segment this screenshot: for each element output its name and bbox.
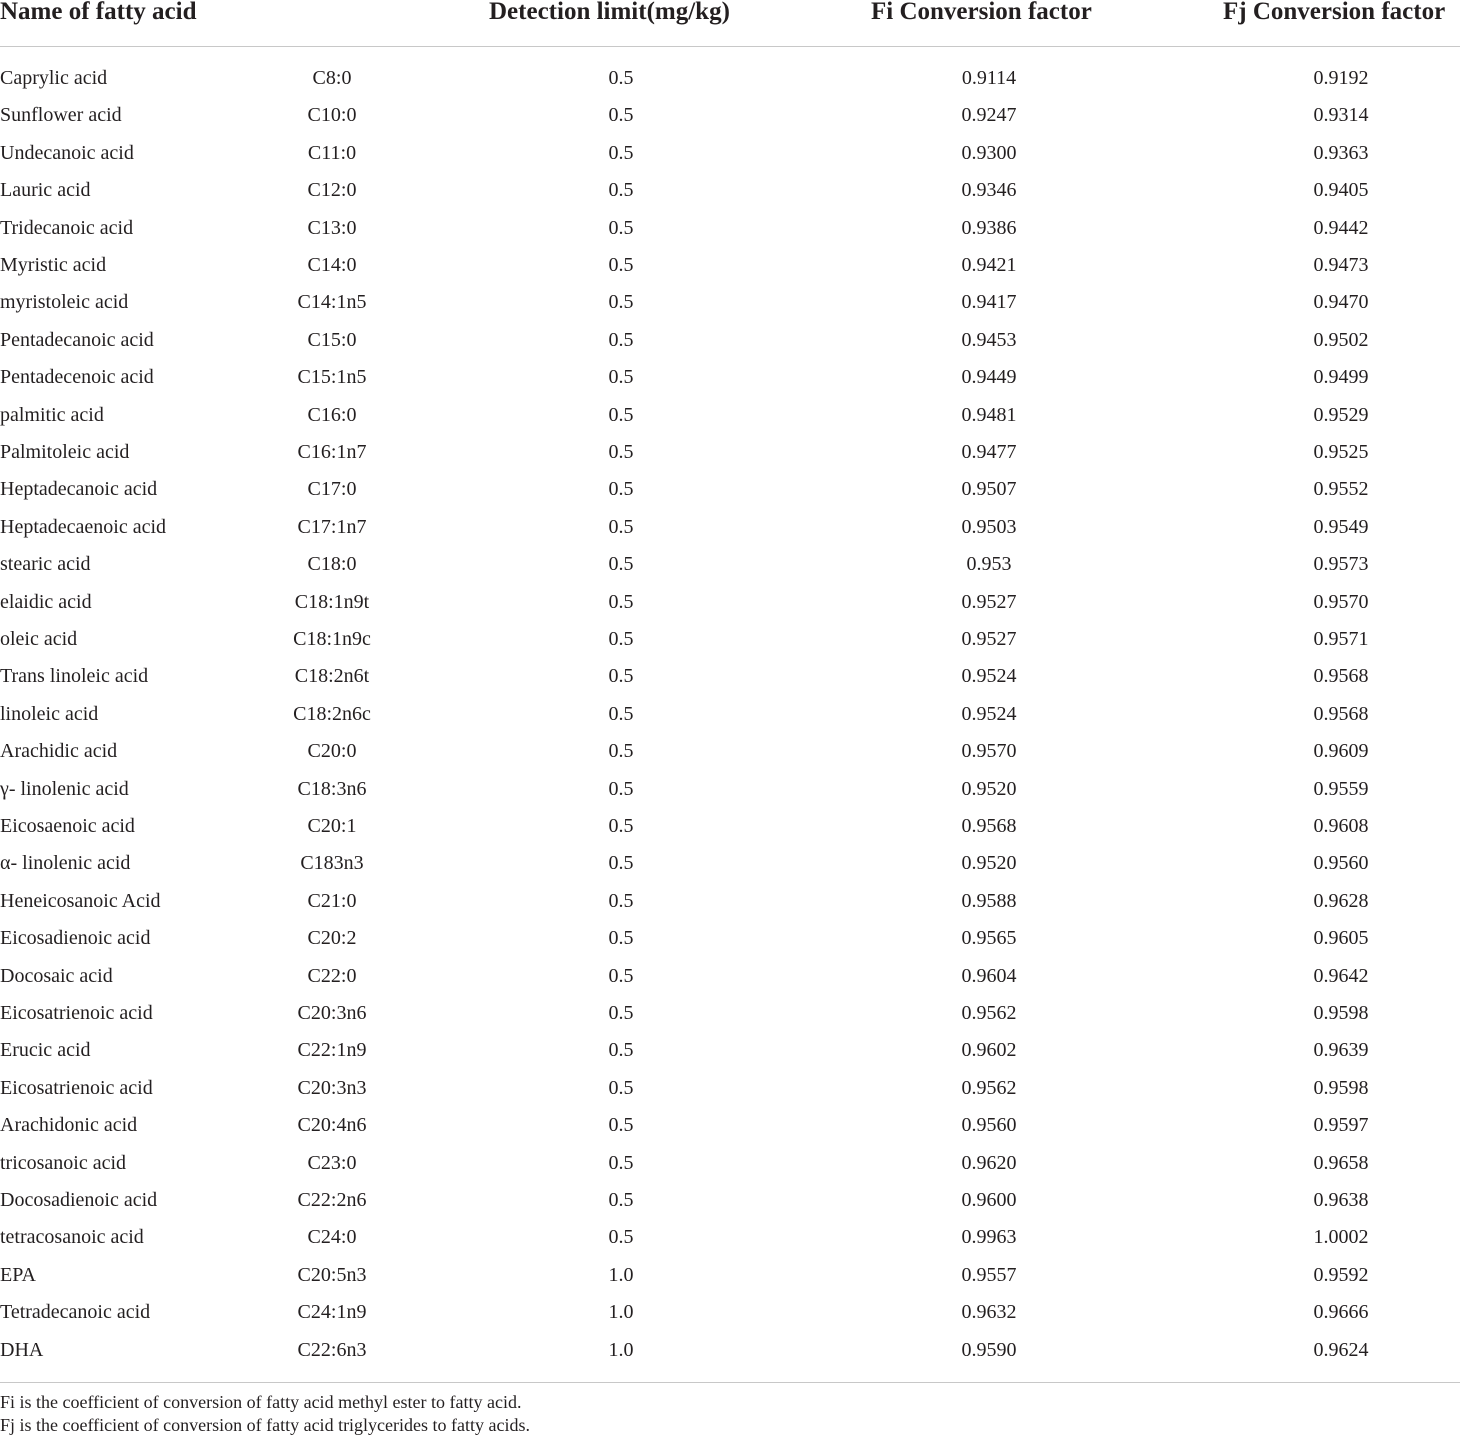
table-row <box>0 471 1460 508</box>
cell-code: C8:0 <box>312 67 352 89</box>
cell-fj: 0.9608 <box>1313 815 1369 837</box>
table-row <box>0 1182 1460 1219</box>
cell-detection-limit: 0.5 <box>608 665 634 688</box>
cell-code: C15:1n5 <box>297 366 367 389</box>
table-row <box>0 1219 1460 1256</box>
table-row <box>0 1145 1460 1182</box>
cell-name: linoleic acid <box>0 702 99 725</box>
table-row <box>0 322 1460 359</box>
table-row <box>0 509 1460 546</box>
table-row <box>0 135 1460 172</box>
header-name: Name of fatty acid <box>0 0 197 25</box>
cell-name: EPA <box>0 1263 36 1286</box>
cell-detection-limit: 1.0 <box>608 1338 634 1361</box>
cell-code: C20:3n3 <box>297 1076 367 1099</box>
cell-name: elaidic acid <box>0 590 92 613</box>
cell-code: C14:1n5 <box>297 291 367 314</box>
cell-detection-limit: 0.5 <box>608 553 634 576</box>
cell-fj: 0.9529 <box>1313 403 1369 426</box>
cell-detection-limit: 0.5 <box>608 702 634 725</box>
cell-fj: 0.9552 <box>1313 478 1369 501</box>
cell-detection-limit: 0.5 <box>608 964 634 987</box>
cell-fi: 0.9453 <box>961 328 1017 351</box>
cell-fj: 0.9592 <box>1313 1263 1369 1286</box>
cell-name: DHA <box>0 1338 44 1361</box>
cell-fj: 0.9525 <box>1313 441 1369 463</box>
cell-code: C10:0 <box>307 104 357 127</box>
table-row <box>0 696 1460 733</box>
cell-name: Arachidonic acid <box>0 1114 138 1137</box>
table-row <box>0 247 1460 284</box>
cell-detection-limit: 0.5 <box>608 366 634 389</box>
header-fi-conversion: Fi Conversion factor <box>871 0 1092 25</box>
table-row <box>0 1257 1460 1294</box>
table-row <box>0 1332 1460 1369</box>
cell-name: α- linolenic acid <box>0 852 131 875</box>
cell-name: oleic acid <box>0 628 78 650</box>
cell-code: C18:0 <box>307 553 357 576</box>
cell-code: C14:0 <box>307 254 357 276</box>
cell-fi: 0.9527 <box>961 628 1017 650</box>
cell-code: C20:2 <box>307 927 357 950</box>
cell-fi: 0.953 <box>966 553 1012 576</box>
cell-detection-limit: 0.5 <box>608 815 634 837</box>
cell-fj: 0.9560 <box>1313 852 1369 875</box>
cell-fj: 0.9598 <box>1313 1002 1369 1024</box>
cell-name: Eicosadienoic acid <box>0 927 151 950</box>
cell-detection-limit: 0.5 <box>608 852 634 875</box>
cell-fj: 0.9570 <box>1313 590 1369 613</box>
cell-detection-limit: 0.5 <box>608 1114 634 1137</box>
cell-name: Undecanoic acid <box>0 141 134 164</box>
cell-fj: 0.9642 <box>1313 964 1369 987</box>
cell-name: Pentadecanoic acid <box>0 328 154 351</box>
cell-name: Palmitoleic acid <box>0 441 130 463</box>
cell-fi: 0.9507 <box>961 478 1017 501</box>
cell-code: C17:1n7 <box>297 515 367 538</box>
cell-fi: 0.9560 <box>961 1114 1017 1137</box>
cell-name: Docosaic acid <box>0 964 113 987</box>
table-header <box>0 0 1460 47</box>
table-row <box>0 1070 1460 1107</box>
cell-detection-limit: 0.5 <box>608 104 634 127</box>
cell-fi: 0.9570 <box>961 740 1017 763</box>
cell-fi: 0.9481 <box>961 403 1017 426</box>
cell-code: C18:2n6t <box>294 665 370 688</box>
cell-fi: 0.9568 <box>961 815 1017 837</box>
cell-fi: 0.9520 <box>961 852 1017 875</box>
cell-code: C18:1n9t <box>294 590 370 613</box>
cell-fj: 0.9568 <box>1313 702 1369 725</box>
cell-name: Eicosatrienoic acid <box>0 1076 153 1099</box>
cell-code: C12:0 <box>307 179 357 202</box>
cell-code: C22:2n6 <box>297 1189 367 1211</box>
cell-fi: 0.9417 <box>961 291 1017 314</box>
cell-detection-limit: 0.5 <box>608 478 634 501</box>
cell-detection-limit: 0.5 <box>608 291 634 314</box>
table-row <box>0 958 1460 995</box>
cell-code: C18:2n6c <box>293 702 371 725</box>
cell-name: Sunflower acid <box>0 104 122 127</box>
cell-detection-limit: 0.5 <box>608 889 634 912</box>
cell-fi: 0.9632 <box>961 1301 1017 1324</box>
table-row <box>0 1032 1460 1069</box>
cell-fj: 0.9568 <box>1313 665 1369 688</box>
cell-name: Eicosatrienoic acid <box>0 1002 153 1024</box>
cell-name: γ- linolenic acid <box>0 777 129 800</box>
table-row <box>0 733 1460 770</box>
table-row <box>0 771 1460 808</box>
cell-name: Trans linoleic acid <box>0 665 149 688</box>
cell-detection-limit: 0.5 <box>608 740 634 763</box>
cell-fj: 0.9624 <box>1313 1338 1369 1361</box>
table-footnotes <box>0 1382 1460 1437</box>
cell-fj: 0.9638 <box>1313 1189 1369 1211</box>
cell-name: myristoleic acid <box>0 291 129 314</box>
cell-fj: 0.9470 <box>1313 291 1369 314</box>
cell-detection-limit: 0.5 <box>608 1039 634 1062</box>
cell-name: palmitic acid <box>0 403 104 426</box>
cell-fi: 0.9557 <box>961 1263 1017 1286</box>
footnote-fi: Fi is the coefficient of conversion of fatty acid methyl ester to fatty acid. <box>0 1392 522 1412</box>
cell-detection-limit: 0.5 <box>608 1151 634 1174</box>
table-body <box>0 47 1460 1384</box>
cell-name: Pentadecenoic acid <box>0 366 154 389</box>
cell-code: C22:6n3 <box>297 1338 367 1361</box>
footnote-fj: Fj is the coefficient of conversion of fatty acid triglycerides to fatty acids. <box>0 1415 530 1435</box>
cell-code: C183n3 <box>300 852 364 875</box>
cell-detection-limit: 0.5 <box>608 254 634 276</box>
cell-fj: 0.9363 <box>1313 141 1369 164</box>
cell-fi: 0.9520 <box>961 777 1017 800</box>
cell-code: C18:1n9c <box>293 628 371 650</box>
table-row <box>0 883 1460 920</box>
cell-fj: 0.9442 <box>1313 216 1369 239</box>
table-row <box>0 546 1460 583</box>
cell-fj: 0.9605 <box>1313 927 1369 950</box>
cell-detection-limit: 1.0 <box>608 1263 634 1286</box>
table-row <box>0 359 1460 396</box>
table-row <box>0 808 1460 845</box>
cell-code: C23:0 <box>307 1151 357 1174</box>
cell-detection-limit: 0.5 <box>608 179 634 202</box>
cell-code: C20:5n3 <box>297 1263 367 1286</box>
cell-fj: 0.9473 <box>1313 254 1369 276</box>
cell-fj: 0.9609 <box>1313 740 1369 763</box>
cell-name: Arachidic acid <box>0 740 118 763</box>
cell-name: tricosanoic acid <box>0 1151 127 1174</box>
cell-name: Heneicosanoic Acid <box>0 889 161 912</box>
cell-name: Tetradecanoic acid <box>0 1301 151 1324</box>
cell-fj: 0.9192 <box>1313 67 1369 89</box>
cell-detection-limit: 0.5 <box>608 1189 634 1211</box>
cell-code: C24:1n9 <box>297 1301 367 1324</box>
cell-code: C16:0 <box>307 403 357 426</box>
cell-fi: 0.9588 <box>961 889 1017 912</box>
cell-fj: 0.9597 <box>1313 1114 1369 1137</box>
cell-code: C17:0 <box>307 478 357 501</box>
table-row <box>0 1107 1460 1144</box>
cell-detection-limit: 0.5 <box>608 141 634 164</box>
cell-fi: 0.9562 <box>961 1002 1017 1024</box>
cell-detection-limit: 0.5 <box>608 927 634 950</box>
cell-name: Myristic acid <box>0 254 107 276</box>
cell-fj: 0.9573 <box>1313 553 1369 576</box>
cell-detection-limit: 0.5 <box>608 441 634 463</box>
cell-fj: 0.9499 <box>1313 366 1369 389</box>
table-row <box>0 584 1460 621</box>
cell-fj: 0.9598 <box>1313 1076 1369 1099</box>
cell-name: Lauric acid <box>0 179 91 202</box>
cell-fi: 0.9590 <box>961 1338 1017 1361</box>
cell-fj: 0.9314 <box>1313 104 1369 127</box>
cell-fi: 0.9449 <box>961 366 1017 389</box>
cell-code: C22:0 <box>307 964 357 987</box>
table-row <box>0 210 1460 247</box>
cell-code: C15:0 <box>307 328 357 351</box>
cell-detection-limit: 0.5 <box>608 590 634 613</box>
cell-code: C13:0 <box>307 216 357 239</box>
cell-fj: 0.9549 <box>1313 515 1369 538</box>
cell-name: Heptadecanoic acid <box>0 478 158 501</box>
cell-fi: 0.9604 <box>961 964 1017 987</box>
cell-fj: 0.9502 <box>1313 328 1369 351</box>
cell-fi: 0.9602 <box>961 1039 1017 1062</box>
table-row <box>0 1294 1460 1331</box>
cell-name: Tridecanoic acid <box>0 216 134 239</box>
cell-detection-limit: 0.5 <box>608 216 634 239</box>
table-row <box>0 284 1460 321</box>
cell-name: stearic acid <box>0 553 91 576</box>
cell-code: C20:4n6 <box>297 1114 367 1137</box>
cell-name: Docosadienoic acid <box>0 1189 158 1211</box>
cell-fj: 1.0002 <box>1313 1226 1369 1249</box>
cell-fi: 0.9300 <box>961 141 1017 164</box>
cell-name: Caprylic acid <box>0 67 108 89</box>
cell-detection-limit: 0.5 <box>608 403 634 426</box>
cell-detection-limit: 0.5 <box>608 777 634 800</box>
cell-fj: 0.9405 <box>1313 179 1369 202</box>
cell-code: C20:3n6 <box>297 1002 367 1024</box>
cell-fi: 0.9524 <box>961 702 1017 725</box>
cell-fi: 0.9527 <box>961 590 1017 613</box>
cell-detection-limit: 0.5 <box>608 515 634 538</box>
table-row <box>0 658 1460 695</box>
cell-fi: 0.9477 <box>961 441 1017 463</box>
cell-fi: 0.9247 <box>961 104 1017 127</box>
cell-code: C16:1n7 <box>297 441 367 463</box>
cell-fi: 0.9562 <box>961 1076 1017 1099</box>
cell-fj: 0.9559 <box>1313 777 1369 800</box>
cell-fi: 0.9524 <box>961 665 1017 688</box>
cell-detection-limit: 0.5 <box>608 1002 634 1024</box>
cell-name: Heptadecaenoic acid <box>0 515 167 538</box>
table-row <box>0 60 1460 97</box>
cell-fi: 0.9346 <box>961 179 1017 202</box>
cell-detection-limit: 0.5 <box>608 628 634 650</box>
cell-fi: 0.9386 <box>961 216 1017 239</box>
cell-detection-limit: 0.5 <box>608 328 634 351</box>
cell-fj: 0.9658 <box>1313 1151 1369 1174</box>
cell-code: C24:0 <box>307 1226 357 1249</box>
cell-detection-limit: 0.5 <box>608 1076 634 1099</box>
cell-fj: 0.9639 <box>1313 1039 1369 1062</box>
table-row <box>0 97 1460 134</box>
cell-fj: 0.9666 <box>1313 1301 1369 1324</box>
cell-fi: 0.9620 <box>961 1151 1017 1174</box>
cell-fi: 0.9114 <box>961 67 1017 89</box>
cell-detection-limit: 0.5 <box>608 1226 634 1249</box>
cell-fi: 0.9565 <box>961 927 1017 950</box>
table-row <box>0 995 1460 1032</box>
cell-detection-limit: 0.5 <box>608 67 634 89</box>
table-row <box>0 397 1460 434</box>
cell-code: C22:1n9 <box>297 1039 367 1062</box>
cell-fi: 0.9963 <box>961 1226 1017 1249</box>
header-fj-conversion: Fj Conversion factor <box>1223 0 1446 25</box>
cell-name: tetracosanoic acid <box>0 1226 144 1249</box>
header-detection-limit: Detection limit(mg/kg) <box>489 0 730 25</box>
table-row <box>0 621 1460 658</box>
cell-name: Eicosaenoic acid <box>0 815 135 837</box>
table-row <box>0 920 1460 957</box>
table-row <box>0 434 1460 471</box>
cell-fj: 0.9571 <box>1313 628 1369 650</box>
cell-fj: 0.9628 <box>1313 889 1369 912</box>
cell-code: C11:0 <box>307 141 357 164</box>
cell-fi: 0.9421 <box>961 254 1017 276</box>
cell-code: C20:0 <box>307 740 357 763</box>
table-row <box>0 172 1460 209</box>
cell-code: C20:1 <box>307 815 357 837</box>
cell-fi: 0.9503 <box>961 515 1017 538</box>
cell-detection-limit: 1.0 <box>608 1301 634 1324</box>
table-row <box>0 845 1460 882</box>
cell-code: C21:0 <box>307 889 357 912</box>
cell-code: C18:3n6 <box>297 777 367 800</box>
cell-name: Erucic acid <box>0 1039 91 1062</box>
cell-fi: 0.9600 <box>961 1189 1017 1211</box>
